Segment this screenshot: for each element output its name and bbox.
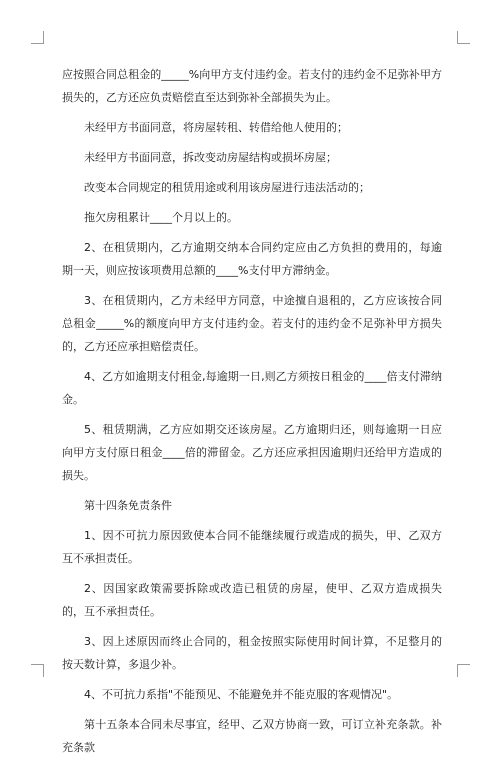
paragraph-sublet-clause: 未经甲方书面同意，将房屋转租、转借给他人使用的； [84, 121, 348, 134]
paragraph-article-15: 第十五条本合同未尽事宜，经甲、乙双方协商一致，可订立补充条款。补充条款 [62, 718, 442, 754]
paragraph-arrears-clause: 拖欠房租累计____个月以上的。 [84, 211, 238, 224]
paragraph-exemption-4: 4、不可抗力系指"不能预见、不能避免并不能克服的客观情况"。 [84, 688, 399, 701]
section-heading-article-14: 第十四条免责条件 [84, 499, 172, 512]
paragraph-item-3: 3、在租赁期内，乙方未经甲方同意，中途擅自退租的，乙方应该按合同总租金_____%的额度向甲方支付违约金。若支付的违约金不足弥补甲方损失的，乙方还应承担赔偿责任。 [62, 294, 442, 353]
crop-mark-bottom-left [31, 664, 44, 677]
paragraph-item-2: 2、在租赁期内，乙方逾期交纳本合同约定应由乙方负担的费用的，每逾期一天，则应按该项费用总额的____%支付甲方滞纳金。 [62, 241, 442, 277]
crop-mark-bottom-right [457, 664, 470, 677]
paragraph-usage-clause: 改变本合同规定的租赁用途或利用该房屋进行违法活动的； [84, 181, 370, 194]
paragraph-item-5: 5、租赁期满，乙方应如期交还该房屋。乙方逾期归还，则每逾期一日应向甲方支付原日租金____倍的滞留金。乙方还应承担因逾期归还给甲方造成的损失。 [62, 423, 442, 482]
paragraph-structure-clause: 未经甲方书面同意，拆改变动房屋结构或损坏房屋； [84, 151, 337, 164]
document-body [62, 63, 442, 766]
paragraph-penalty-total-rent: 应按照合同总租金的_____%向甲方支付违约金。若支付的违约金不足弥补甲方损失的，乙方还应负责赔偿直至达到弥补全部损失为止。 [62, 68, 442, 104]
paragraph-exemption-3: 3、因上述原因而终止合同的，租金按照实际使用时间计算，不足整月的按天数计算，多退少补。 [62, 635, 442, 671]
paragraph-exemption-2: 2、因国家政策需要拆除或改造已租赁的房屋，使甲、乙双方造成损失的，互不承担责任。 [62, 582, 442, 618]
crop-mark-top-left [31, 31, 44, 44]
paragraph-item-4: 4、乙方如逾期支付租金,每逾期一日,则乙方须按日租金的____倍支付滞纳金。 [62, 370, 442, 406]
paragraph-exemption-1: 1、因不可抗力原因致使本合同不能继续履行或造成的损失，甲、乙双方互不承担责任。 [62, 529, 442, 565]
crop-mark-top-right [457, 31, 470, 44]
